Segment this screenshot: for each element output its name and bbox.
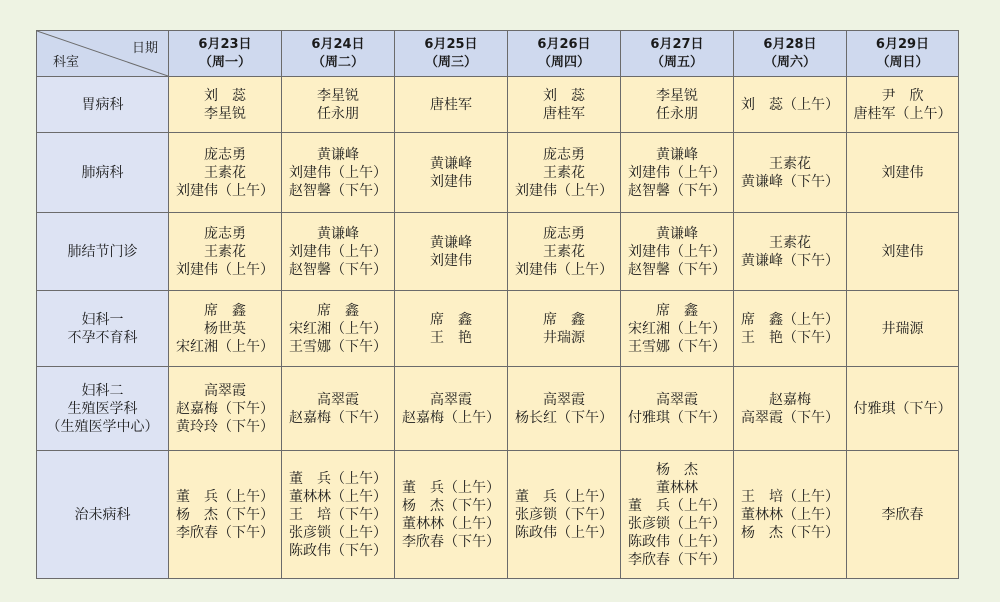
day-header xyxy=(282,31,395,77)
schedule-cell xyxy=(847,291,959,367)
doctor-entry: 陈政伟（上午） xyxy=(628,533,726,550)
schedule-cell xyxy=(621,133,734,213)
schedule-cell xyxy=(734,213,847,291)
doctor-entry: 刘建伟（上午） xyxy=(176,182,274,199)
day-header xyxy=(508,31,621,77)
doctor-entry: 庞志勇 xyxy=(543,225,585,242)
doctor-entry: 刘建伟（上午） xyxy=(628,164,726,181)
day-header xyxy=(621,31,734,77)
doctor-entry: 董林林（上午） xyxy=(741,506,839,523)
doctor-entry: 井瑞源 xyxy=(881,320,924,337)
day-date: 6月24日 xyxy=(311,36,365,52)
doctor-entry: 刘建伟（上午） xyxy=(289,243,387,260)
day-weekday: （周一） xyxy=(198,54,251,70)
doctor-entry: 刘建伟 xyxy=(430,252,472,269)
doctor-entry: 李欣春 xyxy=(881,506,924,523)
schedule-cell xyxy=(169,133,282,213)
day-date: 6月27日 xyxy=(650,36,704,52)
schedule-cell xyxy=(169,367,282,451)
department-cell xyxy=(37,367,169,451)
doctor-entry: 董 兵（上午） xyxy=(176,488,274,505)
doctor-entry: 黄玲玲（下午） xyxy=(176,418,274,435)
doctor-entry: 王 培（下午） xyxy=(289,506,387,523)
doctor-entry: 席 鑫 xyxy=(656,302,698,319)
department-name: 肺结节门诊 xyxy=(67,243,138,260)
day-date: 6月29日 xyxy=(875,36,930,52)
table-row xyxy=(37,451,959,579)
doctor-entry: 庞志勇 xyxy=(204,225,246,242)
doctor-entry: 高翠霞 xyxy=(317,391,359,408)
schedule-cell xyxy=(395,367,508,451)
corner-dept-label: 科室 xyxy=(53,55,80,70)
doctor-entry: 陈政伟（上午） xyxy=(515,524,613,541)
doctor-entry: 董林林（上午） xyxy=(289,488,387,505)
doctor-entry: 董 兵（上午） xyxy=(628,497,726,514)
doctor-entry: 黄谦峰 xyxy=(430,155,472,172)
day-weekday: （周四） xyxy=(537,54,590,70)
schedule-cell xyxy=(508,213,621,291)
day-weekday: （周五） xyxy=(650,54,703,70)
doctor-entry: 杨 杰（下午） xyxy=(741,524,839,541)
doctor-entry: 赵嘉梅（下午） xyxy=(176,400,274,417)
schedule-cell xyxy=(508,451,621,579)
doctor-entry: 赵嘉梅（下午） xyxy=(289,409,387,426)
doctor-entry: 黄谦峰（下午） xyxy=(741,252,839,269)
doctor-entry: 王素花 xyxy=(204,164,246,181)
department-name: 治未病科 xyxy=(74,506,131,523)
doctor-entry: 刘建伟（上午） xyxy=(176,261,274,278)
table-row xyxy=(37,213,959,291)
doctor-entry: 黄谦峰 xyxy=(317,146,359,163)
department-name: 不孕不育科 xyxy=(67,329,138,346)
department-cell xyxy=(37,77,169,133)
doctor-entry: 宋红湘（上午） xyxy=(289,320,387,337)
schedule-cell xyxy=(734,367,847,451)
doctor-entry: 李欣春（下午） xyxy=(176,524,274,541)
doctor-entry: 杨 杰 xyxy=(656,461,698,478)
doctor-entry: 王 艳 xyxy=(430,329,472,346)
doctor-entry: 赵智馨（下午） xyxy=(628,182,726,199)
doctor-entry: 张彦锁（上午） xyxy=(289,524,387,541)
table-row xyxy=(37,367,959,451)
schedule-cell xyxy=(508,367,621,451)
doctor-entry: 刘建伟 xyxy=(881,243,924,260)
schedule-cell xyxy=(847,133,959,213)
doctor-entry: 刘建伟（上午） xyxy=(515,261,613,278)
doctor-entry: 庞志勇 xyxy=(204,146,246,163)
schedule-cell xyxy=(847,77,959,133)
doctor-entry: 王 艳（下午） xyxy=(741,329,839,346)
doctor-entry: 尹 欣 xyxy=(881,87,924,104)
doctor-entry: 席 鑫（上午） xyxy=(741,311,839,328)
schedule-cell xyxy=(169,77,282,133)
doctor-entry: 付雅琪（下午） xyxy=(853,400,952,417)
schedule-cell xyxy=(395,291,508,367)
day-header xyxy=(734,31,847,77)
doctor-entry: 张彦锁（下午） xyxy=(515,506,613,523)
doctor-entry: 庞志勇 xyxy=(543,146,585,163)
day-header xyxy=(169,31,282,77)
schedule-cell xyxy=(395,451,508,579)
doctor-entry: 李星锐 xyxy=(204,105,246,122)
schedule-cell xyxy=(621,77,734,133)
doctor-entry: 高翠霞 xyxy=(656,391,698,408)
schedule-cell xyxy=(282,77,395,133)
doctor-entry: 高翠霞（下午） xyxy=(741,409,839,426)
schedule-cell xyxy=(508,133,621,213)
doctor-entry: 黄谦峰 xyxy=(317,225,359,242)
doctor-entry: 赵嘉梅（上午） xyxy=(402,409,500,426)
day-date: 6月25日 xyxy=(424,36,478,52)
schedule-cell xyxy=(847,451,959,579)
clinic-schedule-table xyxy=(36,30,959,579)
schedule-cell xyxy=(621,291,734,367)
schedule-cell xyxy=(169,213,282,291)
doctor-entry: 李星锐 xyxy=(317,87,359,104)
doctor-entry: 唐桂军（上午） xyxy=(853,105,952,122)
doctor-entry: 席 鑫 xyxy=(430,311,472,328)
doctor-entry: 高翠霞 xyxy=(543,391,585,408)
doctor-entry: 董 兵（上午） xyxy=(515,488,613,505)
schedule-cell xyxy=(621,451,734,579)
day-weekday: （周日） xyxy=(876,54,929,70)
doctor-entry: 王素花 xyxy=(543,164,585,181)
day-weekday: （周三） xyxy=(424,54,477,70)
doctor-entry: 唐桂军 xyxy=(543,105,585,122)
department-cell xyxy=(37,213,169,291)
department-name: （生殖医学中心） xyxy=(46,418,159,435)
doctor-entry: 宋红湘（上午） xyxy=(628,320,726,337)
department-cell xyxy=(37,133,169,213)
doctor-entry: 赵嘉梅 xyxy=(769,391,811,408)
doctor-entry: 井瑞源 xyxy=(543,329,585,346)
doctor-entry: 董 兵（上午） xyxy=(402,479,500,496)
day-header xyxy=(847,31,959,77)
schedule-cell xyxy=(621,367,734,451)
schedule-cell xyxy=(169,291,282,367)
day-date: 6月28日 xyxy=(763,36,817,52)
header-row xyxy=(37,31,959,77)
doctor-entry: 席 鑫 xyxy=(543,311,585,328)
department-name: 肺病科 xyxy=(81,164,124,181)
doctor-entry: 刘建伟 xyxy=(430,173,472,190)
doctor-entry: 杨长红（下午） xyxy=(515,409,613,426)
doctor-entry: 董林林（上午） xyxy=(402,515,500,532)
day-date: 6月23日 xyxy=(198,36,252,52)
doctor-entry: 刘建伟（上午） xyxy=(289,164,387,181)
doctor-entry: 宋红湘（上午） xyxy=(176,338,274,355)
doctor-entry: 王素花 xyxy=(204,243,246,260)
schedule-cell xyxy=(621,213,734,291)
doctor-entry: 王 培（上午） xyxy=(741,488,839,505)
schedule-cell xyxy=(282,213,395,291)
corner-date-label: 日期 xyxy=(131,41,158,56)
day-header xyxy=(395,31,508,77)
schedule-cell xyxy=(169,451,282,579)
schedule-cell xyxy=(734,133,847,213)
doctor-entry: 陈政伟（下午） xyxy=(289,542,387,559)
doctor-entry: 王素花 xyxy=(769,234,811,251)
doctor-entry: 刘 蕊（上午） xyxy=(741,96,839,113)
doctor-entry: 黄谦峰 xyxy=(430,234,472,251)
doctor-entry: 任永朋 xyxy=(317,105,359,122)
day-weekday: （周二） xyxy=(311,54,364,70)
doctor-entry: 高翠霞 xyxy=(204,382,246,399)
doctor-entry: 李欣春（下午） xyxy=(402,533,500,550)
schedule-cell xyxy=(508,291,621,367)
doctor-entry: 赵智馨（下午） xyxy=(289,261,387,278)
department-cell xyxy=(37,451,169,579)
doctor-entry: 席 鑫 xyxy=(204,302,246,319)
doctor-entry: 杨 杰（下午） xyxy=(402,497,500,514)
schedule-cell xyxy=(734,77,847,133)
schedule-cell xyxy=(282,451,395,579)
table-row xyxy=(37,291,959,367)
table-row xyxy=(37,133,959,213)
doctor-entry: 赵智馨（下午） xyxy=(289,182,387,199)
day-weekday: （周六） xyxy=(763,54,816,70)
schedule-cell xyxy=(847,367,959,451)
department-name: 妇科一 xyxy=(81,311,124,328)
schedule-cell xyxy=(395,133,508,213)
doctor-entry: 高翠霞 xyxy=(430,391,472,408)
schedule-cell xyxy=(847,213,959,291)
doctor-entry: 董林林 xyxy=(656,479,698,496)
corner-header xyxy=(37,31,169,77)
table-row xyxy=(37,77,959,133)
department-cell xyxy=(37,291,169,367)
department-name: 妇科二 xyxy=(81,382,124,399)
doctor-entry: 李欣春（下午） xyxy=(628,551,726,568)
doctor-entry: 王雪娜（下午） xyxy=(289,338,387,355)
doctor-entry: 李星锐 xyxy=(656,87,698,104)
schedule-cell xyxy=(395,213,508,291)
schedule-cell xyxy=(734,451,847,579)
department-name: 生殖医学科 xyxy=(67,400,138,417)
doctor-entry: 杨 杰（下午） xyxy=(176,506,274,523)
doctor-entry: 付雅琪（下午） xyxy=(628,409,726,426)
schedule-cell xyxy=(282,367,395,451)
doctor-entry: 黄谦峰 xyxy=(656,225,698,242)
doctor-entry: 任永朋 xyxy=(656,105,698,122)
doctor-entry: 刘 蕊 xyxy=(543,87,585,104)
doctor-entry: 张彦锁（上午） xyxy=(628,515,726,532)
doctor-entry: 刘 蕊 xyxy=(204,87,246,104)
doctor-entry: 杨世英 xyxy=(204,320,246,337)
schedule-cell xyxy=(282,291,395,367)
doctor-entry: 刘建伟（上午） xyxy=(628,243,726,260)
schedule-cell xyxy=(508,77,621,133)
schedule-cell xyxy=(734,291,847,367)
day-date: 6月26日 xyxy=(537,36,591,52)
doctor-entry: 席 鑫 xyxy=(317,302,359,319)
doctor-entry: 刘建伟 xyxy=(881,164,924,181)
doctor-entry: 董 兵（上午） xyxy=(289,470,387,487)
doctor-entry: 刘建伟（上午） xyxy=(515,182,613,199)
doctor-entry: 黄谦峰 xyxy=(656,146,698,163)
schedule-cell xyxy=(395,77,508,133)
doctor-entry: 王雪娜（下午） xyxy=(628,338,726,355)
doctor-entry: 王素花 xyxy=(543,243,585,260)
doctor-entry: 王素花 xyxy=(769,155,811,172)
department-name: 胃病科 xyxy=(81,96,124,113)
doctor-entry: 黄谦峰（下午） xyxy=(741,173,839,190)
doctor-entry: 赵智馨（下午） xyxy=(628,261,726,278)
doctor-entry: 唐桂军 xyxy=(430,96,472,113)
schedule-cell xyxy=(282,133,395,213)
